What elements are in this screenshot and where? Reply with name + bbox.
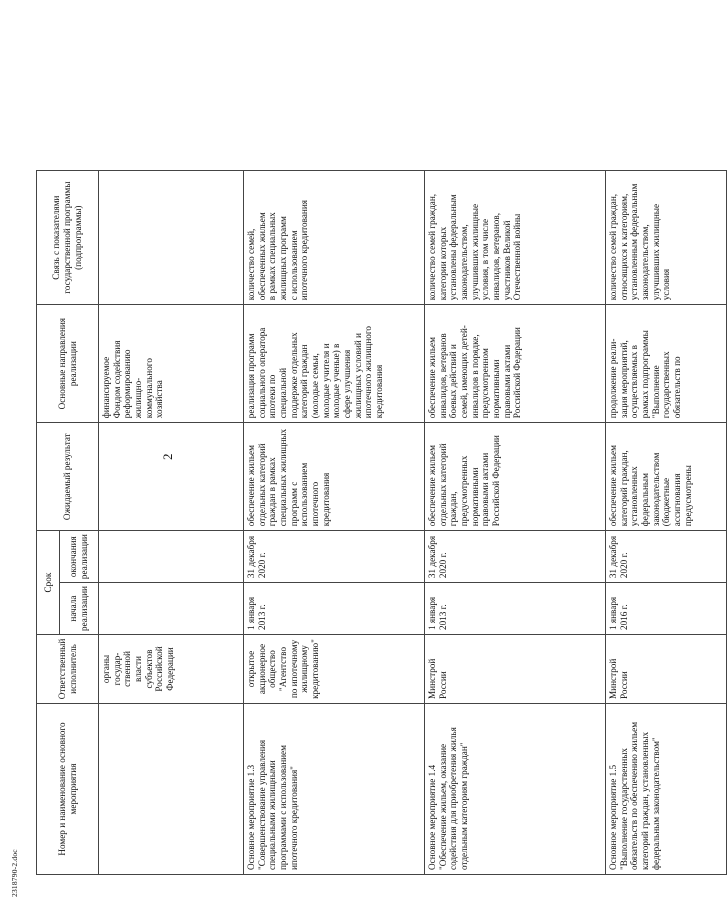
measure-name-cell: Основное мероприятие 1.5 "Выполнение государственных обязательств по обеспечению жильем категорий граждан, установленных федеральным законодательством"	[606, 704, 727, 875]
table-header-row	[37, 171, 60, 875]
link-cell	[99, 171, 244, 305]
link-cell: количество семей граждан, относящихся к категориям, установленным федеральным законодательством, улучшивших жилищные условия	[606, 171, 727, 305]
link-cell: количество семей граждан, категории которых установлены федеральным законодательством, улучшивших жилищные условия, в том числе инвалидов, ветеранов, участников Великой Отечественной войны	[425, 171, 606, 305]
executor-cell: Минстрой России	[606, 635, 727, 704]
page-number: 2	[160, 453, 175, 460]
measure-name-cell: Основное мероприятие 1.4 "Обеспечение жильем, оказание содействия для приобретения жилья отдельным категориям граждан"	[425, 704, 606, 875]
result-cell: обеспечение жильем отдельных категорий граждан в рамках специальных жилищных программ с использованием ипотечного кредитования	[244, 423, 425, 531]
header-indicator-link: Связь с показателями государственной программы (подпрограммы)	[37, 171, 99, 305]
header-measure-name: Номер и наименование основного мероприятия	[37, 704, 99, 875]
header-term: Срок	[37, 531, 60, 635]
directions-cell: обеспечение жильем инвалидов, ветеранов боевых действий и семей, имеющих детей- инвалидов в порядке, предусмотренном нормативными правовыми актами Российской Федерации	[425, 305, 606, 423]
start-cell: 1 января 2013 г.	[244, 583, 425, 635]
result-cell: обеспечение жильем отдельных категорий граждан, предусмотренных нормативными правовыми актами Российской Федерации	[425, 423, 606, 531]
result-cell: обеспечение жильем категорий граждан, установленных федеральным законодательством (бюджетные ассигнования предусмотрены	[606, 423, 727, 531]
end-cell: 31 декабря 2020 г.	[244, 531, 425, 583]
link-cell: количество семей, обеспеченных жильем в рамках специальных жилищных программ с использованием ипотечного кредитования	[244, 171, 425, 305]
header-expected-result: Ожидаемый результат	[37, 423, 99, 531]
table-row	[99, 171, 244, 875]
directions-cell: реализация программ социального оператора ипотеки по специальной поддержке отдельных категорий граждан (молодые семьи, молодые учителя и молодые ученые) в сфере улучшения жилищных условий и ипотечного жилищного кредитования	[244, 305, 425, 423]
table-row	[244, 171, 425, 875]
start-cell: 1 января 2016 г.	[606, 583, 727, 635]
header-end: окончания реализации	[60, 531, 99, 583]
table-row	[606, 171, 727, 875]
header-main-directions: Основные направления реализации	[37, 305, 99, 423]
directions-cell: продолжение реали- зация мероприятий, осуществляемых в рамках подпрограммы "Выполнение государственных обязательств по	[606, 305, 727, 423]
document-filename: 2318790-2.doc	[10, 849, 19, 897]
executor-cell: органы государ- ственной власти субъектов Российской Федерации	[99, 635, 244, 704]
measure-name-cell	[99, 704, 244, 875]
header-start: начала реализации	[60, 583, 99, 635]
measures-table	[36, 170, 727, 875]
executor-cell: Минстрой России	[425, 635, 606, 704]
header-executor: Ответственный исполнитель	[37, 635, 99, 704]
end-cell: 31 декабря 2020 г.	[425, 531, 606, 583]
end-cell: 31 декабря 2020 г.	[606, 531, 727, 583]
end-cell	[99, 531, 244, 583]
measure-name-cell: Основное мероприятие 1.3 "Совершенствование управления специальными жилищными программами с использованием ипотечного кредитования"	[244, 704, 425, 875]
executor-cell: открытое акционерное общество "Агентство по ипотечному жилищному кредитованию"	[244, 635, 425, 704]
start-cell: 1 января 2013 г.	[425, 583, 606, 635]
directions-cell: финансируемое Фондом содействия реформированию жилищно- коммунального хозяйства	[99, 305, 244, 423]
start-cell	[99, 583, 244, 635]
table-row	[425, 171, 606, 875]
result-cell	[99, 423, 244, 531]
